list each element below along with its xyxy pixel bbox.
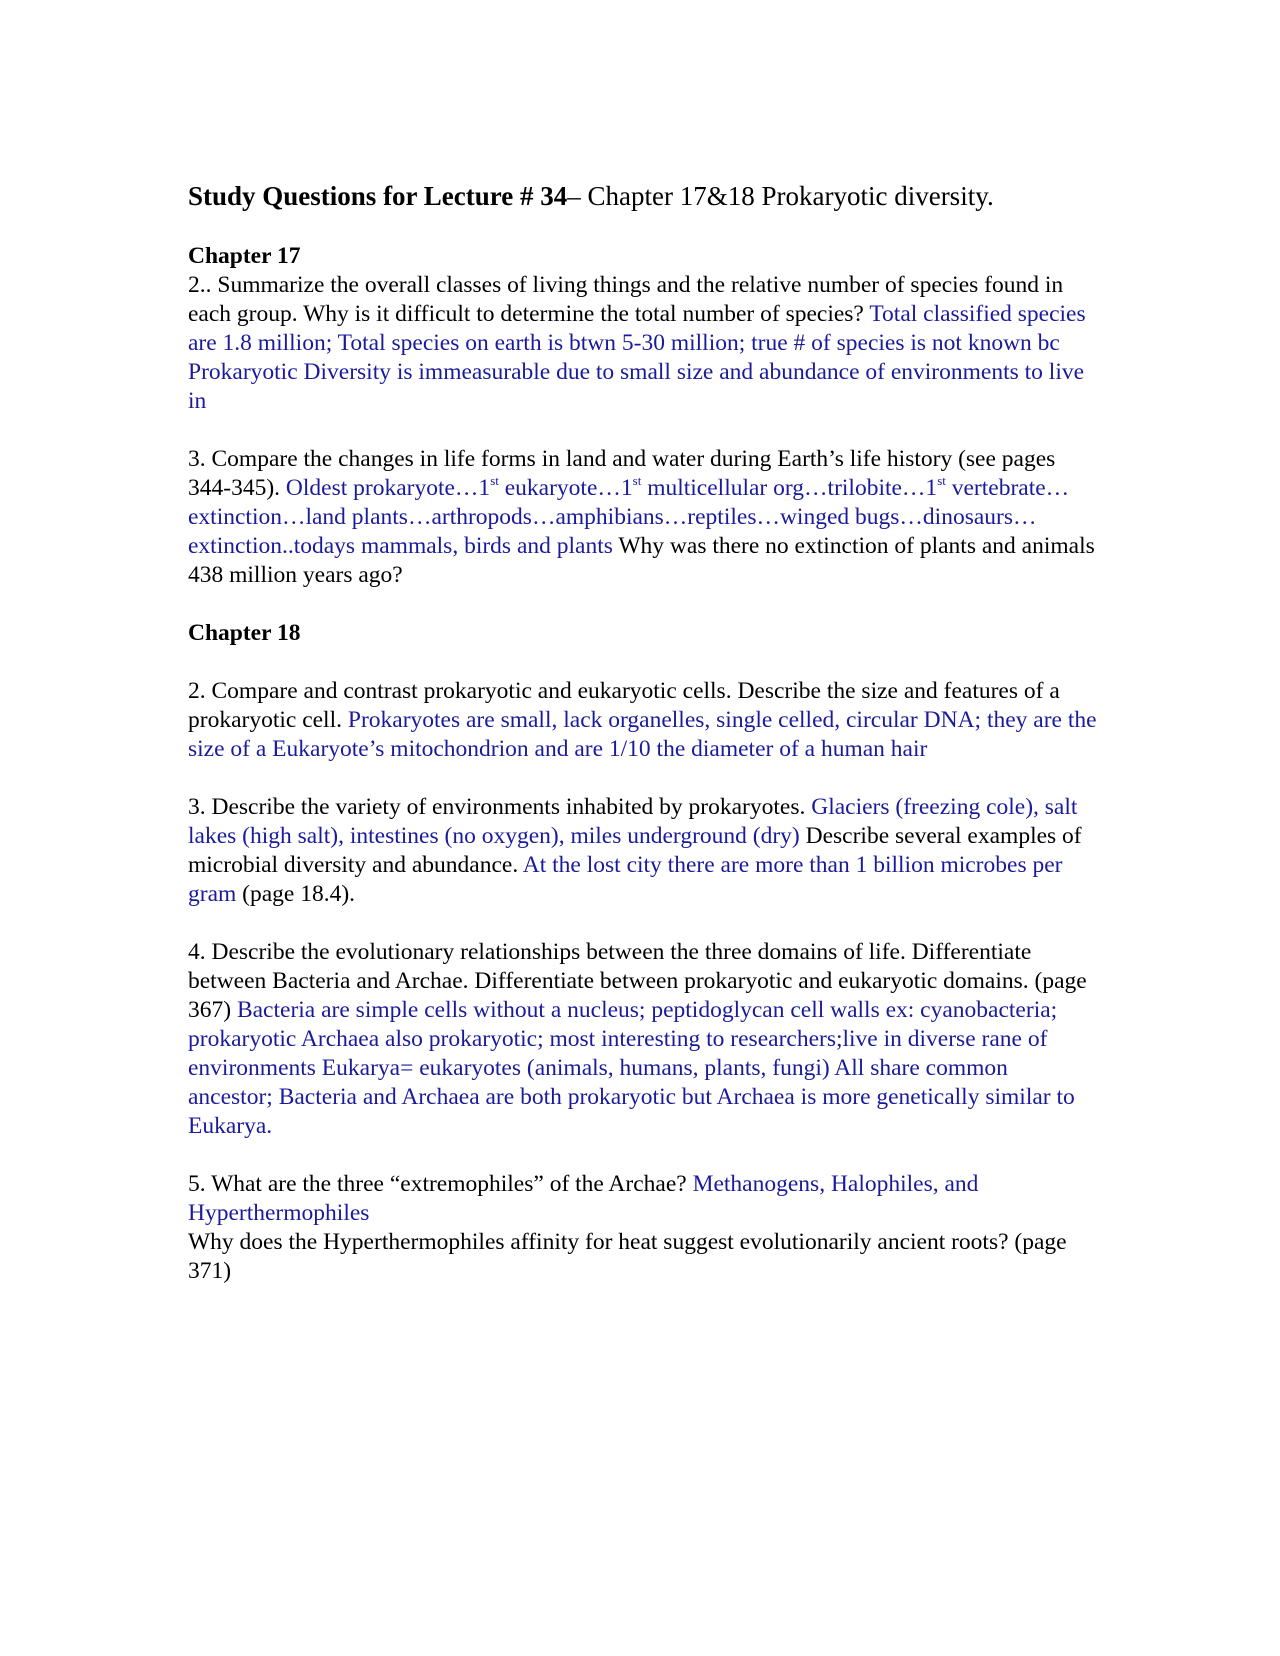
ordinal-suffix: st <box>490 473 499 489</box>
ch18-question-5-followup: Why does the Hyperthermophiles affinity for heat suggest evolutionarily ancient roots? (page 371) <box>188 1229 1067 1284</box>
document-title <box>188 178 1098 214</box>
ch17-q3-answer-part: vertebrate…extinction…land plants…arthropods…amphibians…reptiles…winged bugs…dinosaurs…extinction..todays mammals, birds and plants <box>188 475 1070 559</box>
ch18-q2-question: 2. Compare and contrast prokaryotic and eukaryotic cells. Describe the size and features of a prokaryotic cell. <box>188 678 1060 733</box>
chapter-17-heading: Chapter 17 <box>188 243 301 269</box>
ch18-question-5 <box>188 1170 1098 1228</box>
ch18-q3-question-2: Describe several examples of microbial diversity and abundance. <box>188 823 1082 878</box>
title-rest: – Chapter 17&18 Prokaryotic diversity. <box>567 181 994 211</box>
ch18-q3-question-3: (page 18.4). <box>236 881 356 907</box>
ch18-q5-answer: Methanogens, Halophiles, and Hyperthermophiles <box>188 1171 979 1226</box>
title-bold: Study Questions for Lecture # 34 <box>188 181 568 211</box>
paragraph-spacer <box>188 764 1098 793</box>
ch18-q3-question: 3. Describe the variety of environments inhabited by prokaryotes. <box>188 794 812 820</box>
ch17-q2-question: 2.. Summarize the overall classes of living things and the relative number of species found in each group. Why is it difficult to determine the total number of species? <box>188 272 1064 327</box>
ch18-q4-answer: Bacteria are simple cells without a nucleus; peptidoglycan cell walls ex: cyanobacteria; prokaryotic Archaea also prokaryotic; most interesting to researchers;live in diverse rane of environments Eukarya= eukaryotes (animals, humans, plants, fungi) All share common ancestor; Bacteria and Archaea are both prokaryotic but Archaea is more genetically similar to Eukarya. <box>188 997 1075 1139</box>
paragraph-spacer <box>188 909 1098 938</box>
ordinal-suffix: st <box>937 473 946 489</box>
chapter-18-heading: Chapter 18 <box>188 620 301 646</box>
ch17-q3-answer-part: eukaryote…1 <box>498 475 633 501</box>
ch18-q4-question: 4. Describe the evolutionary relationships between the three domains of life. Differentiate between Bacteria and Archae. Differentiate between prokaryotic and eukaryotic domains. (page 367) <box>188 939 1087 1023</box>
ordinal-suffix: st <box>632 473 642 489</box>
ch18-question-3 <box>188 793 1098 909</box>
paragraph-spacer <box>188 1141 1098 1170</box>
ch18-question-4 <box>188 938 1098 1141</box>
ch17-q3-question-2: Why was there no extinction of plants and animals 438 million years ago? <box>188 533 1095 588</box>
paragraph-spacer <box>188 590 1098 619</box>
ch18-question-2 <box>188 677 1098 764</box>
ch18-q3-answer-1: Glaciers (freezing cole), salt lakes (high salt), intestines (no oxygen), miles underground (dry) <box>188 794 1078 849</box>
ch18-q5-question: 5. What are the three “extremophiles” of the Archae? <box>188 1171 693 1197</box>
ch17-q3-answer-part: Oldest prokaryote…1 <box>285 475 491 501</box>
ch17-q3-answer-part: multicellular org…trilobite…1 <box>641 475 938 501</box>
ch18-q3-answer-2: At the lost city there are more than 1 billion microbes per gram <box>188 852 1063 907</box>
ch18-q2-answer: Prokaryotes are small, lack organelles, single celled, circular DNA; they are the size of a Eukaryote’s mitochondrion and are 1/10 the diameter of a human hair <box>188 707 1097 762</box>
paragraph-spacer <box>188 648 1098 677</box>
ch17-q2-answer: Total classified species are 1.8 million; Total species on earth is btwn 5-30 million; true # of species is not known bc Prokaryotic Diversity is immeasurable due to small size and abundance of environments to live in <box>188 301 1086 414</box>
ch17-question-3 <box>188 445 1098 590</box>
ch17-q3-question: 3. Compare the changes in life forms in land and water during Earth’s life history (see pages 344-345). <box>188 446 1056 501</box>
paragraph-spacer <box>188 416 1098 445</box>
ch17-question-2 <box>188 271 1098 416</box>
document-page <box>188 178 1098 1286</box>
